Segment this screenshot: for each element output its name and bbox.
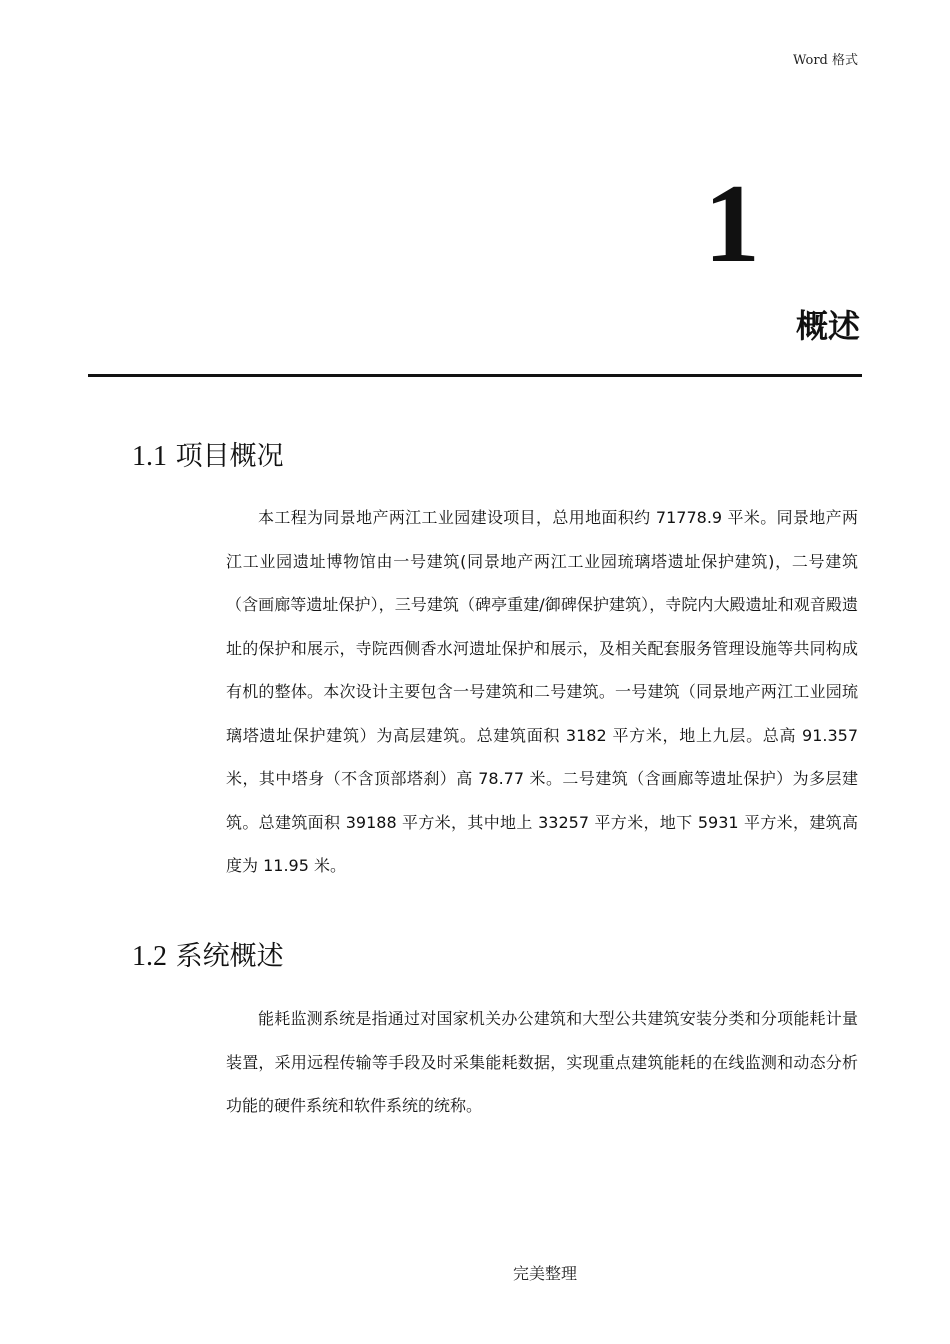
section-heading-1-2 <box>132 940 284 974</box>
section-paragraph-1-1: 本工程为同景地产两江工业园建设项目，总用地面积约 71778.9 平米。同景地产两江工业园遗址博物馆由一号建筑(同景地产两江工业园琉璃塔遗址保护建筑)，二号建筑（含画廊等遗址保护），三号建筑（碑亭重建/御碑保护建筑），寺院内大殿遗址和观音殿遗址的保护和展示，寺院西侧香水河遗址保护和展示，及相关配套服务管理设施等共同构成有机的整体。本次设计主要包含一号建筑和二号建筑。一号建筑（同景地产两江工业园琉璃塔遗址保护建筑）为高层建筑。总建筑面积 3182 平方米，地上九层。总高 91.357 米，其中塔身（不含顶部塔刹）高 78.77 米。二号建筑（含画廊等遗址保护）为多层建筑。总建筑面积 39188 平方米，其中地上 33257 平方米，地下 5931 平方米，建筑高度为 11.95 米。 <box>226 508 858 875</box>
section-heading-1-1 <box>132 440 284 474</box>
chapter-number: 1 <box>704 162 760 286</box>
section-title: 项目概况 <box>175 441 284 472</box>
page-header-label: Word 格式 <box>793 53 858 68</box>
chapter-title: 概述 <box>795 307 860 345</box>
section-number: 1.2 <box>132 941 167 972</box>
section-number: 1.1 <box>132 441 167 472</box>
section-paragraph-1-2: 能耗监测系统是指通过对国家机关办公建筑和大型公共建筑安装分类和分项能耗计量装置，采用远程传输等手段及时采集能耗数据，实现重点建筑能耗的在线监测和动态分析功能的硬件系统和软件系统的统称。 <box>226 1009 858 1115</box>
page-footer-label: 完美整理 <box>512 1264 577 1283</box>
chapter-divider <box>88 374 862 377</box>
section-title: 系统概述 <box>175 941 284 972</box>
